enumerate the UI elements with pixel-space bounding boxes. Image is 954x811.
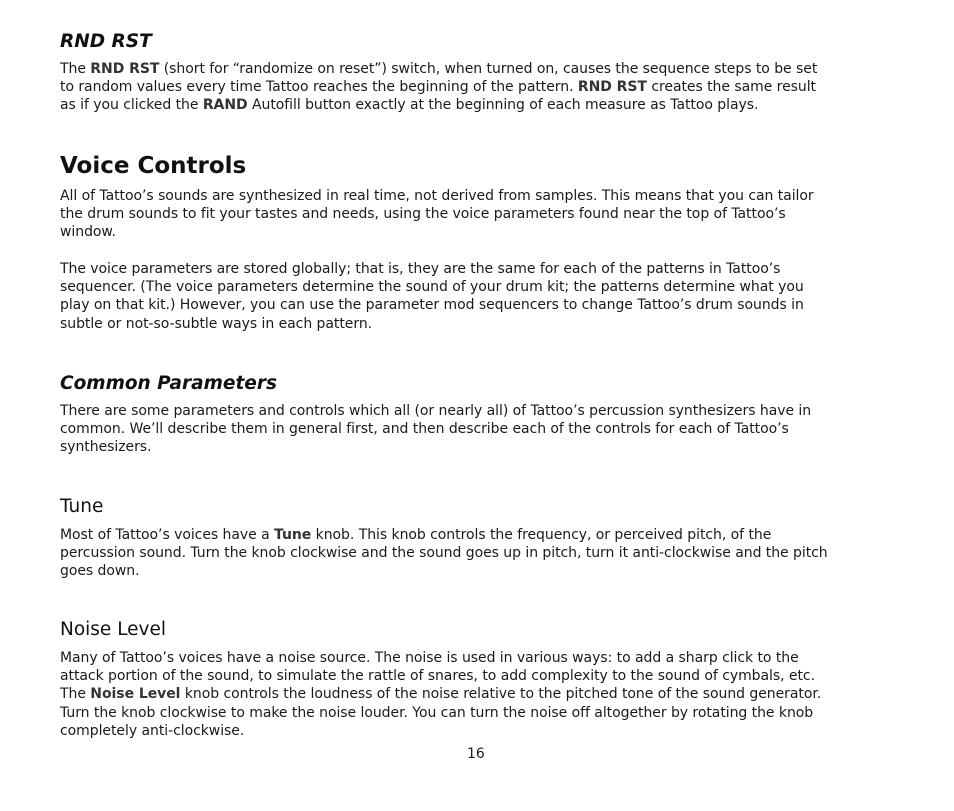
- text-run: completely anti-clockwise.: [60, 722, 245, 739]
- text-run: Autofill button exactly at the beginning of each measure as Tattoo plays.: [247, 97, 759, 114]
- rnd-rst-paragraph: [60, 60, 896, 115]
- text-run: goes down.: [60, 563, 140, 580]
- text-line: [60, 402, 896, 420]
- text-run: knob controls the loudness of the noise relative to the pitched tone of the sound generator.: [180, 686, 822, 703]
- text-run: All of Tattoo’s sounds are synthesized in real time, not derived from samples. This means that you can tailor: [60, 188, 814, 204]
- bold-term: Noise Level: [90, 686, 181, 703]
- text-run: The voice parameters are stored globally; that is, they are the same for each of the patterns in Tattoo’s: [60, 261, 781, 277]
- text-line: [60, 544, 896, 562]
- bold-term: RAND: [202, 97, 248, 114]
- text-run: sequencer. (The voice parameters determine the sound of your drum kit; the patterns determine what you: [60, 279, 804, 296]
- text-line: [60, 667, 896, 685]
- text-line: [60, 685, 896, 703]
- common-parameters-paragraph: [60, 402, 896, 457]
- text-line: [60, 562, 896, 580]
- text-run: window.: [60, 224, 116, 241]
- tune-paragraph: [60, 526, 896, 581]
- text-line: [60, 296, 896, 314]
- text-run: Most of Tattoo’s voices have a: [60, 527, 275, 543]
- text-line: [60, 704, 896, 722]
- text-run: There are some parameters and controls which all (or nearly all) of Tattoo’s percussion synthesizers have in: [60, 403, 812, 419]
- text-run: The: [60, 61, 91, 77]
- text-run: subtle or not-so-subtle ways in each pattern.: [60, 315, 373, 332]
- text-line: [60, 60, 896, 78]
- page-number: 16: [467, 746, 485, 762]
- text-run: creates the same result: [646, 79, 816, 96]
- text-line: [60, 223, 896, 241]
- text-line: [60, 649, 896, 667]
- text-line: [60, 420, 896, 438]
- bold-term: RND RST: [577, 79, 647, 96]
- noise-level-paragraph: [60, 649, 896, 740]
- text-line: [60, 96, 896, 114]
- voice-controls-paragraph-2: [60, 260, 896, 333]
- text-line: [60, 438, 896, 456]
- text-line: [60, 78, 896, 96]
- text-run: The: [60, 686, 91, 703]
- bold-term: Tune: [274, 527, 312, 543]
- text-run: common. We’ll describe them in general first, and then describe each of the controls for each of Tattoo’s: [60, 421, 789, 438]
- common-parameters-heading: Common Parameters: [60, 373, 277, 394]
- text-run: to random values every time Tattoo reaches the beginning of the pattern.: [60, 79, 578, 96]
- text-run: (short for “randomize on reset”) switch, when turned on, causes the sequence steps to be set: [159, 61, 818, 77]
- text-run: knob. This knob controls the frequency, or perceived pitch, of the: [311, 527, 772, 543]
- text-line: [60, 260, 896, 278]
- noise-level-heading: Noise Level: [60, 619, 167, 640]
- text-line: [60, 205, 896, 223]
- rnd-rst-heading: RND RST: [60, 31, 152, 52]
- text-line: [60, 722, 896, 740]
- text-run: Many of Tattoo’s voices have a noise source. The noise is used in various ways: to add a sharp click to the: [60, 650, 799, 666]
- text-line: [60, 278, 896, 296]
- text-run: synthesizers.: [60, 439, 152, 456]
- bold-term: RND RST: [90, 61, 160, 77]
- voice-controls-paragraph-1: [60, 187, 896, 242]
- text-run: play on that kit.) However, you can use the parameter mod sequencers to change Tattoo’s drum sounds in: [60, 297, 804, 314]
- text-line: [60, 315, 896, 333]
- text-run: the drum sounds to fit your tastes and needs, using the voice parameters found near the top of Tattoo’s: [60, 206, 786, 223]
- text-line: [60, 187, 896, 205]
- text-run: attack portion of the sound, to simulate the rattle of snares, to add complexity to the sound of cymbals, etc.: [60, 668, 815, 685]
- text-run: percussion sound. Turn the knob clockwise and the sound goes up in pitch, turn it anti-clockwise and the pitch: [60, 545, 828, 562]
- text-run: Turn the knob clockwise to make the noise louder. You can turn the noise off altogether by rotating the knob: [60, 704, 814, 721]
- voice-controls-heading: Voice Controls: [60, 153, 247, 179]
- text-line: [60, 526, 896, 544]
- tune-heading: Tune: [60, 496, 104, 517]
- text-run: as if you clicked the: [60, 97, 203, 114]
